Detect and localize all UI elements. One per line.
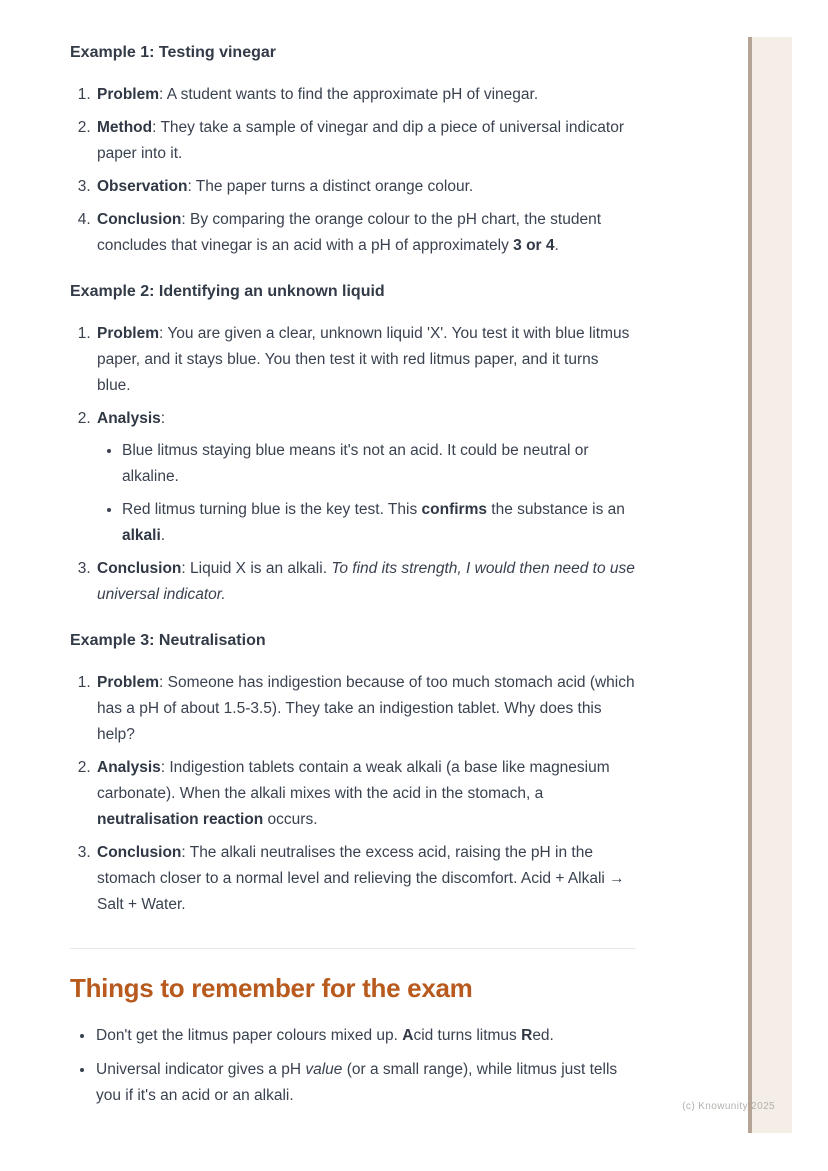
sub-list-item bbox=[122, 497, 636, 549]
text-segment: Problem bbox=[97, 86, 160, 103]
text-segment: : The paper turns a distinct orange colour. bbox=[187, 178, 474, 195]
text-segment: Conclusion bbox=[97, 560, 182, 577]
numbered-list-example-1 bbox=[70, 82, 636, 259]
text-segment: cid turns litmus bbox=[413, 1027, 522, 1044]
text-segment: . bbox=[160, 527, 166, 544]
list-item bbox=[95, 1023, 636, 1049]
text-segment: 3 or 4 bbox=[513, 237, 555, 254]
list-item bbox=[95, 207, 636, 259]
text-segment: the substance is an bbox=[487, 501, 625, 518]
text-segment: occurs. bbox=[263, 811, 318, 828]
text-segment: : You are given a clear, unknown liquid 'X'. You test it with blue litmus paper, and it stays blue. You then test it with red litmus paper, and it turns blue. bbox=[97, 325, 630, 394]
text-segment: neutralisation reaction bbox=[97, 811, 264, 828]
text-segment: (or a small range), while litmus just tells you if it's an acid or an alkali. bbox=[96, 1061, 618, 1104]
document-content bbox=[70, 42, 636, 1117]
text-segment: ed. bbox=[532, 1027, 554, 1044]
section-heading-example-1: Example 1: Testing vinegar bbox=[70, 44, 276, 61]
text-segment: Blue litmus staying blue means it's not an acid. It could be neutral or alkaline. bbox=[122, 442, 589, 485]
section-divider bbox=[70, 948, 636, 949]
page-edge-stripe bbox=[748, 37, 792, 1133]
text-segment: : bbox=[160, 410, 166, 427]
numbered-list-example-3 bbox=[70, 670, 636, 918]
exam-tips-heading: Things to remember for the exam bbox=[70, 973, 473, 1003]
list-item bbox=[95, 321, 636, 399]
text-segment: Analysis bbox=[97, 759, 161, 776]
section-exam-tips bbox=[70, 973, 636, 1109]
text-segment: Observation bbox=[97, 178, 188, 195]
text-segment: Conclusion bbox=[97, 211, 182, 228]
text-segment: : The alkali neutralises the excess acid, raising the pH in the stomach closer to a normal level and relieving the discomfort. Acid + Alkali → Salt + Water. bbox=[97, 844, 625, 913]
list-item bbox=[95, 174, 636, 200]
list-item bbox=[95, 1057, 636, 1109]
text-segment: : A student wants to find the approximate pH of vinegar. bbox=[159, 86, 539, 103]
text-segment: R bbox=[521, 1027, 533, 1044]
section-heading-example-3: Example 3: Neutralisation bbox=[70, 632, 266, 649]
text-segment: Conclusion bbox=[97, 844, 182, 861]
exam-tips-bullet-list bbox=[70, 1023, 636, 1109]
numbered-list-example-2 bbox=[70, 321, 636, 608]
list-item bbox=[95, 670, 636, 748]
list-item bbox=[95, 115, 636, 167]
section-example-1 bbox=[70, 42, 636, 259]
text-segment: Universal indicator gives a pH bbox=[96, 1061, 306, 1078]
text-segment: : Indigestion tablets contain a weak alkali (a base like magnesium carbonate). When the alkali mixes with the acid in the stomach, a bbox=[97, 759, 610, 802]
text-segment: value bbox=[305, 1061, 343, 1078]
list-item bbox=[95, 406, 636, 549]
text-segment: : By comparing the orange colour to the pH chart, the student concludes that vinegar is an acid with a pH of approximately bbox=[97, 211, 601, 254]
text-segment: : Someone has indigestion because of too much stomach acid (which has a pH of about 1.5-3.5). They take an indigestion tablet. Why does this help? bbox=[97, 674, 635, 743]
sub-bullet-list bbox=[97, 438, 636, 549]
list-item bbox=[95, 755, 636, 833]
text-segment: Don't get the litmus paper colours mixed up. bbox=[96, 1027, 403, 1044]
text-segment: : Liquid X is an alkali. bbox=[181, 560, 332, 577]
text-segment: Analysis bbox=[97, 410, 161, 427]
text-segment: Problem bbox=[97, 325, 160, 342]
text-segment: A bbox=[402, 1027, 414, 1044]
list-item bbox=[95, 840, 636, 918]
watermark: (c) Knowunity 2025 bbox=[682, 1101, 775, 1112]
text-segment: alkali bbox=[122, 527, 161, 544]
section-example-2 bbox=[70, 281, 636, 608]
section-heading-example-2: Example 2: Identifying an unknown liquid bbox=[70, 283, 385, 300]
sub-list-item bbox=[122, 438, 636, 490]
section-example-3 bbox=[70, 630, 636, 918]
text-segment: . bbox=[554, 237, 559, 254]
list-item bbox=[95, 82, 636, 108]
text-segment: confirms bbox=[421, 501, 487, 518]
text-segment: Problem bbox=[97, 674, 160, 691]
text-segment: Red litmus turning blue is the key test. This bbox=[122, 501, 422, 518]
text-segment: To find its strength, I would then need to use universal indicator. bbox=[97, 560, 635, 603]
text-segment: Method bbox=[97, 119, 153, 136]
text-segment: : They take a sample of vinegar and dip a piece of universal indicator paper into it. bbox=[97, 119, 624, 162]
list-item bbox=[95, 556, 636, 608]
